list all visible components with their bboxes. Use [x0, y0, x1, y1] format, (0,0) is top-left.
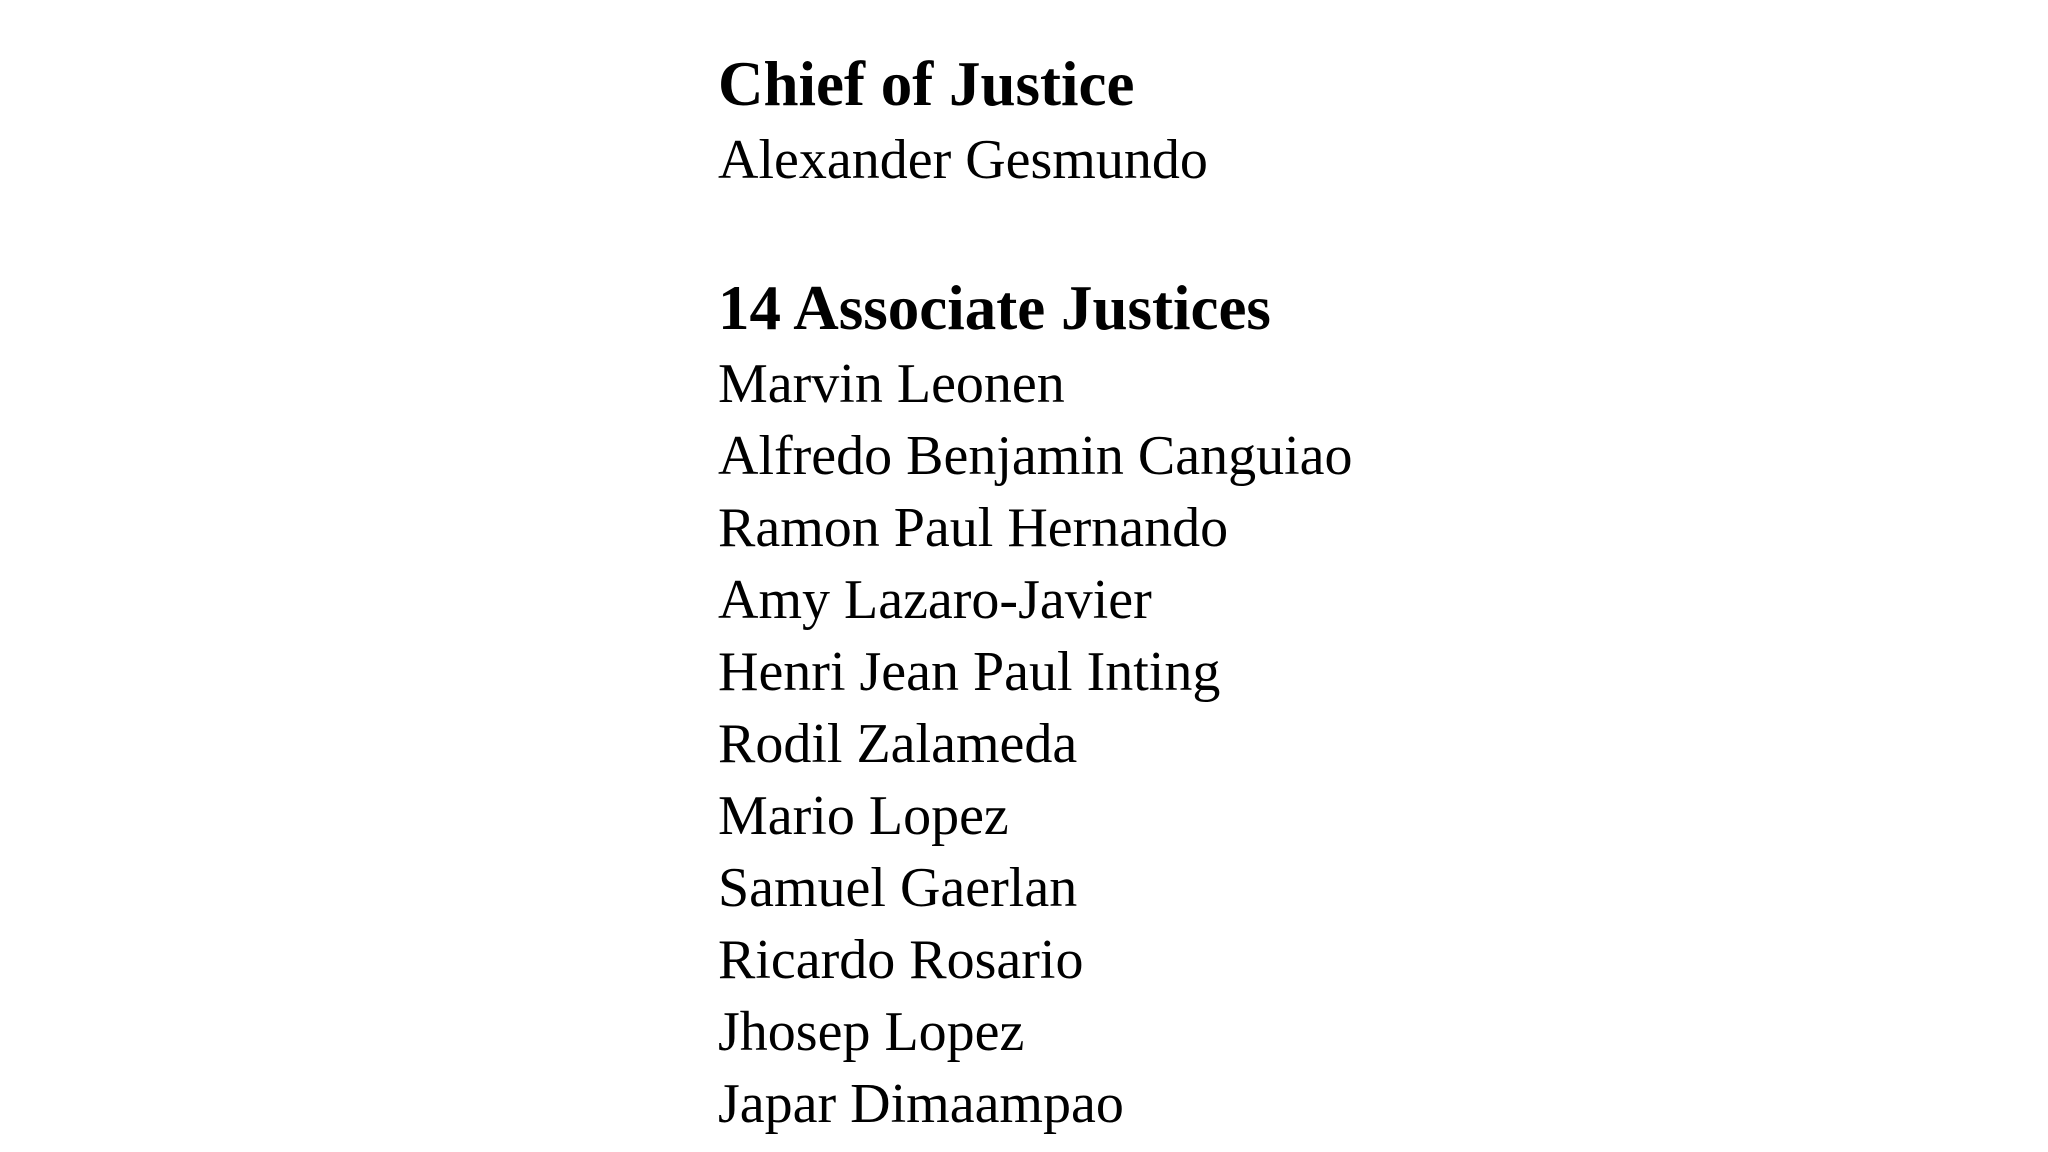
associate-justices-heading: 14 Associate Justices	[718, 273, 1271, 343]
section-spacer	[718, 196, 1818, 268]
list-item: Marvin Leonen	[718, 353, 1065, 415]
list-item: Alfredo Benjamin Canguiao	[718, 425, 1353, 487]
chief-justice-name: Alexander Gesmundo	[718, 129, 1208, 191]
list-item: Samuel Gaerlan	[718, 857, 1078, 919]
chief-justice-heading: Chief of Justice	[718, 49, 1135, 119]
list-item: Mario Lopez	[718, 785, 1009, 847]
list-item: Jhosep Lopez	[718, 1001, 1025, 1063]
list-item: Henri Jean Paul Inting	[718, 641, 1221, 703]
list-item: Ramon Paul Hernando	[718, 497, 1229, 559]
list-item: Ricardo Rosario	[718, 929, 1084, 991]
associate-justices-list	[718, 348, 1818, 1140]
list-item: Rodil Zalameda	[718, 713, 1078, 775]
list-item: Japar Dimaampao	[718, 1073, 1124, 1135]
document-body	[718, 44, 1818, 1140]
list-item: Amy Lazaro-Javier	[718, 569, 1152, 631]
